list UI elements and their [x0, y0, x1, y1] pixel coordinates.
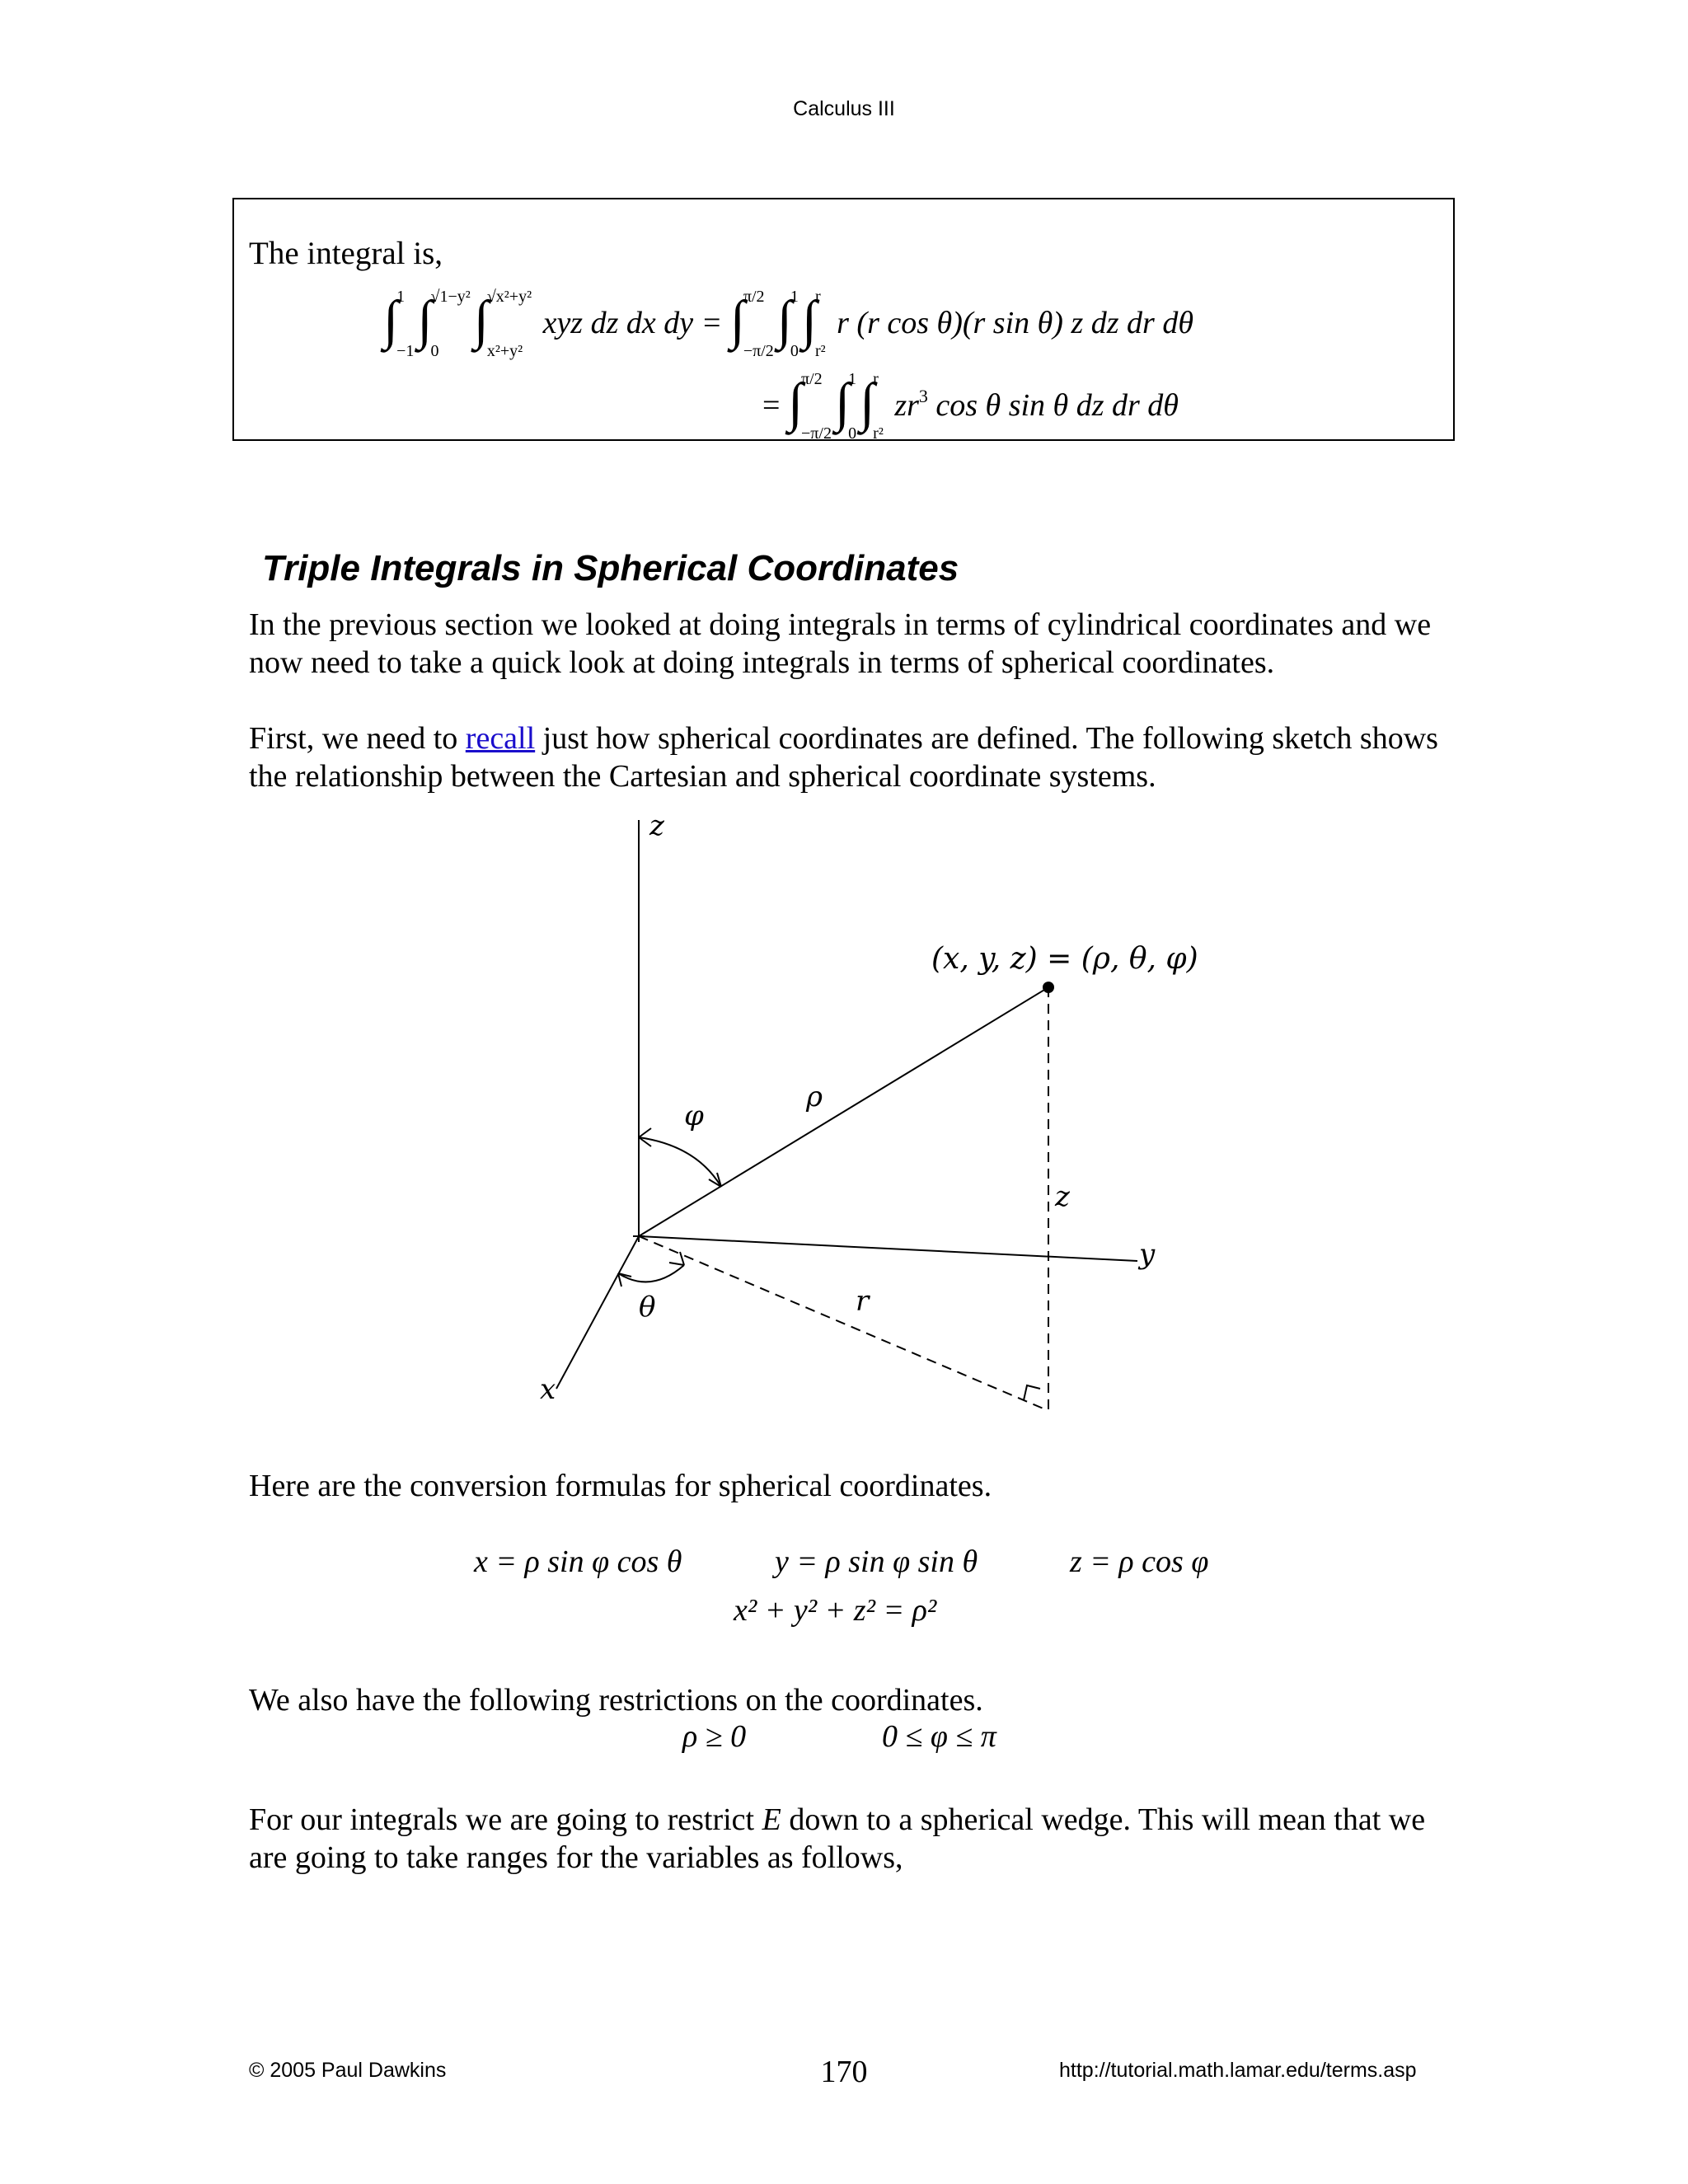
identity-formula: x² + y² + z² = ρ²	[734, 1593, 937, 1628]
right-angle-marker	[1024, 1385, 1040, 1400]
theta-arrowhead-right	[669, 1252, 684, 1265]
integrand-2: zr	[894, 388, 919, 423]
recall-link[interactable]: recall	[465, 721, 536, 756]
restrictions-intro: We also have the following restrictions on the coordinates.	[249, 1683, 983, 1718]
phi-label: φ	[684, 1099, 704, 1132]
conversion-intro: Here are the conversion formulas for spherical coordinates.	[249, 1469, 992, 1503]
y-formula: y = ρ sin φ sin θ	[775, 1544, 978, 1579]
footer-url[interactable]: http://tutorial.math.lamar.edu/terms.asp	[1059, 2059, 1417, 2082]
paragraph-intro: In the previous section we looked at doing integrals in terms of cylindrical coordinates and we now need to take a quick look at doing integrals in terms of spherical coordinates.	[249, 607, 1432, 680]
y-axis	[639, 1236, 1137, 1261]
integral-sign: ∫	[787, 373, 804, 433]
integral-limits: π/2 −π/2	[801, 370, 832, 443]
rho-restriction: ρ ≥ 0	[682, 1719, 747, 1754]
integral-sign: ∫	[834, 373, 851, 433]
y-axis-label: y	[1139, 1238, 1156, 1271]
integral-limits: r r²	[873, 370, 884, 443]
integral-limits: √1−y² 0	[430, 288, 471, 361]
integral-intro: The integral is,	[249, 236, 443, 271]
integral-limits: √x²+y² x²+y²	[486, 288, 532, 361]
integral-sign: ∫	[776, 290, 792, 350]
integral-sign: ∫	[729, 290, 745, 350]
integrand-2-rest: cos θ sin θ dz dr dθ	[935, 388, 1179, 423]
paragraph-recall: First, we need to recall just how spherical coordinates are defined. The following sketch shows the relationship between the Cartesian and spherical coordinate systems.	[249, 721, 1438, 794]
integral-line-1	[383, 284, 1193, 361]
theta-label: θ	[639, 1291, 656, 1324]
x-formula: x = ρ sin φ cos θ	[474, 1544, 682, 1579]
integral-sign: ∫	[860, 373, 875, 433]
phi-restriction: 0 ≤ φ ≤ π	[882, 1719, 996, 1754]
section-heading: Triple Integrals in Spherical Coordinates	[262, 548, 959, 588]
integral-limits: 1 0	[790, 288, 799, 361]
point-label: (x, y, z) = (ρ, θ, φ)	[931, 942, 1198, 976]
integral-limits: r r²	[814, 288, 826, 361]
point-marker	[1043, 982, 1054, 993]
integral-sign: ∫	[473, 290, 489, 350]
footer-copyright: © 2005 Paul Dawkins	[249, 2059, 447, 2082]
integrand-lhs: xyz dz dx dy =	[542, 306, 723, 340]
page-header: Calculus III	[793, 97, 895, 120]
integral-limits: 1 −1	[396, 288, 415, 361]
z-formula: z = ρ cos φ	[1070, 1544, 1209, 1579]
z-axis-label: z	[649, 812, 664, 842]
r-projection-line	[639, 1236, 1045, 1409]
theta-arc	[618, 1265, 684, 1282]
integral-limits: 1 0	[848, 370, 857, 443]
z-height-label: z	[1055, 1180, 1070, 1213]
origin-marker	[633, 1230, 645, 1242]
x-axis-label: x	[540, 1373, 556, 1406]
spherical-coordinates-figure	[511, 812, 1220, 1413]
integral-sign: ∫	[383, 290, 399, 350]
wedge-paragraph: For our integrals we are going to restrict E down to a spherical wedge. This will mean that we are going to take ranges for the variables as follows,	[249, 1802, 1426, 1875]
integral-limits: π/2 −π/2	[743, 288, 774, 361]
integral-line-2: = ∫ π/2 −π/2 ∫ 1 0 ∫ r r² $zr^3$ cos θ sin θ dz dr dθ	[762, 370, 1179, 443]
integral-sign: ∫	[417, 290, 433, 350]
r-label: r	[856, 1285, 870, 1318]
rho-label: ρ	[806, 1080, 823, 1113]
integrand-rhs: r (r cos θ)(r sin θ) z dz dr dθ	[837, 306, 1193, 340]
x-axis	[556, 1236, 639, 1389]
integral-sign: ∫	[801, 290, 817, 350]
page-number: 170	[820, 2055, 868, 2089]
